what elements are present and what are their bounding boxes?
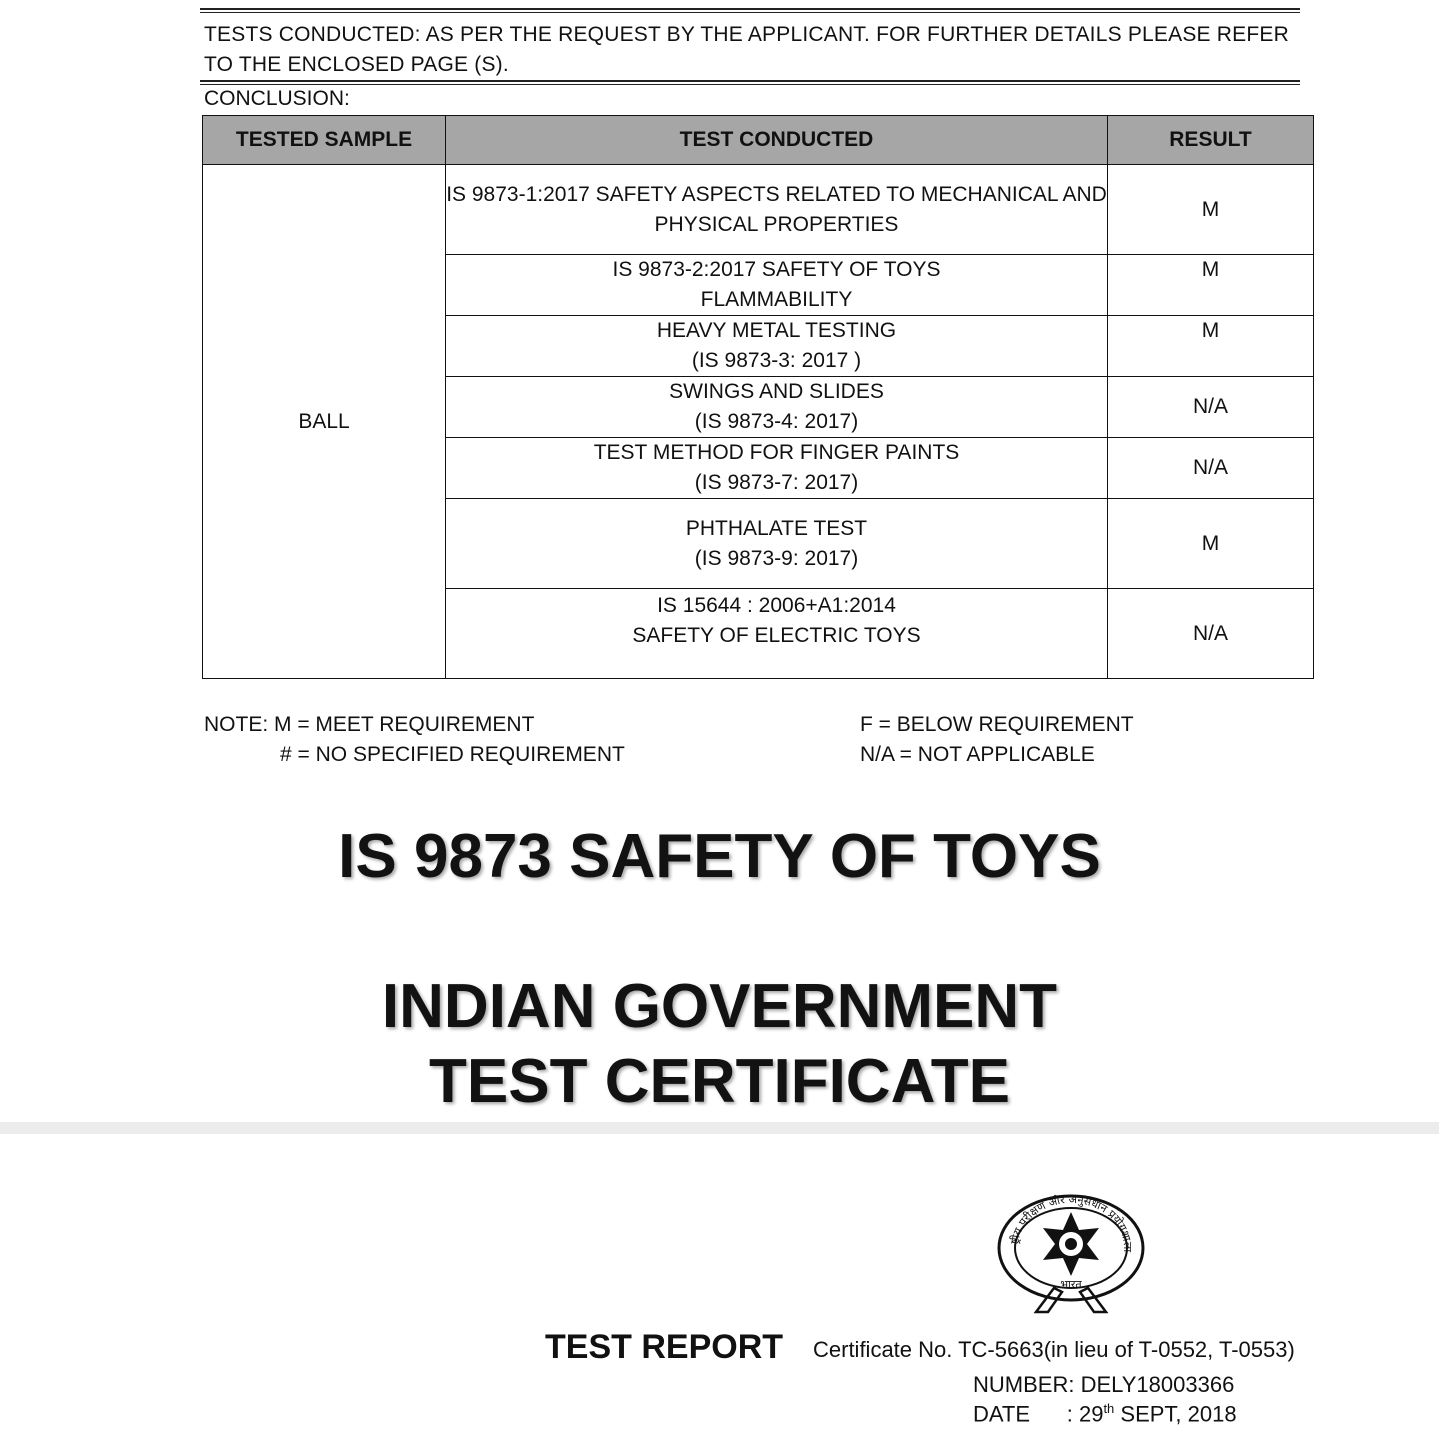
tested-sample-cell: BALL xyxy=(203,165,446,679)
result-cell: N/A xyxy=(1108,589,1314,679)
results-table xyxy=(202,115,1314,679)
note-meet-requirement: NOTE: M = MEET REQUIREMENT xyxy=(204,713,535,736)
header-test-conducted: TEST CONDUCTED xyxy=(446,116,1108,165)
note-below-requirement: F = BELOW REQUIREMENT xyxy=(860,713,1134,736)
result-cell: M xyxy=(1108,165,1314,255)
header-tested-sample: TESTED SAMPLE xyxy=(203,116,446,165)
result-cell: M xyxy=(1108,499,1314,589)
table-row xyxy=(203,165,1314,255)
top-double-rule xyxy=(200,8,1300,13)
headline-safety-of-toys: IS 9873 SAFETY OF TOYS xyxy=(338,822,1101,891)
conclusion-label: CONCLUSION: xyxy=(204,87,350,110)
report-date-line xyxy=(973,1401,1237,1427)
report-number-line xyxy=(973,1372,1234,1398)
svg-text:भारत: भारत xyxy=(1060,1278,1082,1291)
headline-test-certificate: TEST CERTIFICATE xyxy=(429,1047,1010,1116)
test-cell: IS 9873-2:2017 SAFETY OF TOYS FLAMMABILITY xyxy=(446,255,1108,316)
result-cell: N/A xyxy=(1108,438,1314,499)
date-suffix: th xyxy=(1103,1401,1115,1416)
headline-indian-government: INDIAN GOVERNMENT xyxy=(381,972,1058,1041)
header-result: RESULT xyxy=(1108,116,1314,165)
number-label: NUMBER: xyxy=(973,1372,1075,1397)
date-label: DATE : xyxy=(973,1401,1073,1427)
note-no-specified-requirement: # = NO SPECIFIED REQUIREMENT xyxy=(280,743,625,766)
lab-seal-icon xyxy=(996,1190,1146,1315)
result-cell: N/A xyxy=(1108,377,1314,438)
date-rest: SEPT, 2018 xyxy=(1114,1401,1237,1427)
test-cell: HEAVY METAL TESTING (IS 9873-3: 2017 ) xyxy=(446,316,1108,377)
mid-double-rule xyxy=(200,80,1300,85)
test-report-title: TEST REPORT xyxy=(545,1328,784,1366)
certificate-number: Certificate No. TC-5663(in lieu of T-0552, T-0553) xyxy=(813,1337,1295,1362)
test-cell: IS 15644 : 2006+A1:2014 SAFETY OF ELECTRIC TOYS xyxy=(446,589,1108,679)
note-not-applicable: N/A = NOT APPLICABLE xyxy=(860,743,1095,766)
result-cell: M xyxy=(1108,316,1314,377)
test-cell: IS 9873-1:2017 SAFETY ASPECTS RELATED TO MECHANICAL AND PHYSICAL PROPERTIES xyxy=(446,165,1108,255)
gray-divider-band xyxy=(0,1122,1439,1134)
test-cell: SWINGS AND SLIDES (IS 9873-4: 2017) xyxy=(446,377,1108,438)
test-cell: PHTHALATE TEST (IS 9873-9: 2017) xyxy=(446,499,1108,589)
result-cell: M xyxy=(1108,255,1314,316)
test-cell: TEST METHOD FOR FINGER PAINTS (IS 9873-7: 2017) xyxy=(446,438,1108,499)
number-value: DELY18003366 xyxy=(1080,1372,1235,1397)
table-header-row xyxy=(203,116,1314,165)
tests-conducted-text: TESTS CONDUCTED: AS PER THE REQUEST BY THE APPLICANT. FOR FURTHER DETAILS PLEASE REFER TO THE ENCLOSED PAGE (S). xyxy=(204,23,1289,76)
date-day: 29 xyxy=(1078,1401,1104,1427)
svg-text:राष्ट्रीय परीक्षण और अनुसंधान: ष्ट्रीय परीक्षण और अनुसंधान प्रयोगशाला xyxy=(1008,1192,1135,1253)
